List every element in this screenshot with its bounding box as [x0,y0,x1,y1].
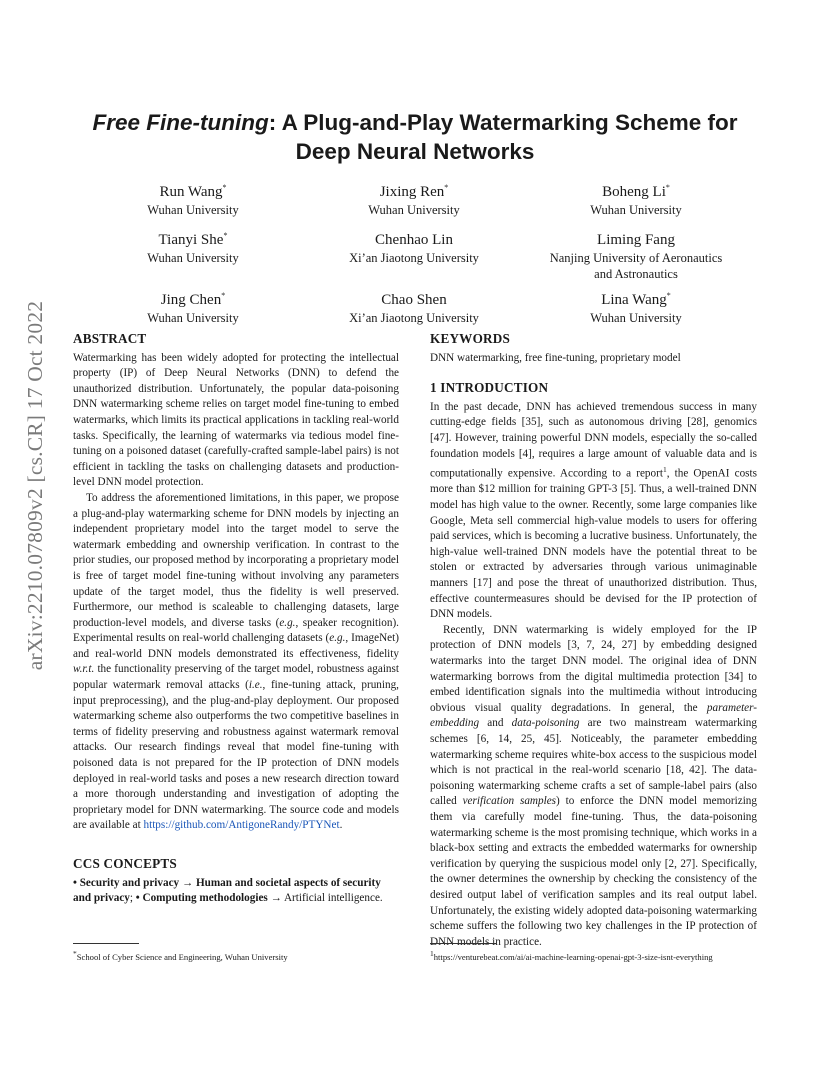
arxiv-id-text: arXiv:2210.07809v2 [cs.CR] 17 Oct 2022 [23,300,48,670]
author-card [294,178,534,218]
author-card [516,178,756,218]
abstract-heading: ABSTRACT [73,331,147,346]
introduction-heading: 1 INTRODUCTION [430,380,549,396]
author-affiliation: Nanjing University of Aeronautics [549,251,723,265]
author-affiliation: Wuhan University [368,203,460,217]
arxiv-identifier-stamp [18,290,54,680]
intro-paragraph-2: Recently, DNN watermarking is widely employed for the IP protection of DNN models [3, 7, 24, 27] by embedding designed watermarks into the target DNN model. The original idea of DNN watermarking borrows from the digital multimedia protection [34] to embed identification signals into the multimedia without introducing obvious visual quality degradations. In general, the parameter-embedding and data-poisoning are two mainstream watermarking schemes [6, 14, 25, 45]. Noticeably, the parameter embedding watermarking scheme requires white-box access to the suspicious model which is not practical in the real-world scenario [18, 42]. The data-poisoning watermarking scheme crafts a set of sample-label pairs (also called verification samples) to enforce the DNN model memorizing them via carefully model fine-tuning. Thus, the data-poisoning watermarking scheme is the most promising technique, which works in a black-box setting and extracts the embedded watermarks for ownership verification by querying the suspicious model only [2, 27]. Specifically, the owner determines the ownership by checking the consistency of the desired output label of verification samples and its real output label. Unfortunately, the existing widely adopted data-poisoning watermarking scheme suffers the following two key challenges in the IP protection of DNN models in practice. [430,623,757,948]
author-affiliation: Xi’an Jiaotong University [349,251,479,265]
author-name: Lina Wang [601,292,667,308]
author-card [73,226,313,266]
footnote-url: $^1$https://venturebeat.com/ai/ai-machine-learning-openai-gpt-3-size-isnt-everything [430,949,713,962]
right-column [430,331,757,950]
author-affiliation: Wuhan University [590,203,682,217]
author-affiliation: Xi’an Jiaotong University [349,311,479,325]
author-name: Chao Shen [381,292,447,308]
ccs-concepts-text: • Security and privacy → Human and societal aspects of security and privacy; • Computing methodologies → Artificial intelligence. [73,876,383,905]
source-code-link[interactable]: https://github.com/AntigoneRandy/PTYNet [143,819,340,832]
intro-paragraph-1: In the past decade, DNN has achieved tremendous success in many cutting-edge fields [35], such as autonomous driving [28], genomics [47]. However, training powerful DNN models, especially the so-called foundation models [4], requires a large amount of valuable data and is computationally expensive. According to a report$^1$, the OpenAI costs more than $12 million for training GPT-3 [5]. Thus, a well-trained DNN model has high value to the owner. Recently, some large companies like Google, Meta sell commercial high-value models to users for offering paid services, which is becoming a lucrative business. Unfortunately, the high-value well-trained DNN models have the potential threat to be stolen or extracted by adversaries through various unimaginable manners [17] and pose the threat of unauthorized distribution. Thus, effective countermeasures should be devised for the IP protection of DNN models. [430,400,757,621]
author-mark: * [665,183,670,192]
footnote-rule-left [73,943,139,944]
author-name: Jixing Ren [379,184,445,200]
author-card [294,226,534,266]
author-name: Jing Chen [160,292,222,308]
author-mark: * [444,183,449,192]
author-name: Run Wang [159,184,223,200]
author-card [294,286,534,326]
title-rest: : A Plug-and-Play Watermarking Scheme for [268,110,738,135]
paper-title [70,108,760,166]
footnote-affiliation: *School of Cyber Science and Engineering, Wuhan University [73,949,288,962]
title-line-1 [70,108,760,137]
author-name: Tianyi She [158,232,224,248]
author-affiliation-line-2: and Astronautics [594,267,678,281]
author-mark: * [223,231,228,240]
author-name: Chenhao Lin [375,232,453,248]
author-affiliation: Wuhan University [147,311,239,325]
abstract-paragraph-2: To address the aforementioned limitations, in this paper, we propose a plug-and-play watermarking scheme for DNN models by injecting an independent proprietary model into the target model to serve the watermark embedding and ownership verification. In contrast to the prior studies, our proposed method by incorporating a proprietary model is free of target model fine-tuning without involving any parameters update of the target model, thus the fidelity is well preserved. Furthermore, our method is scaleable to challenging datasets, large production-level models, and diverse tasks (e.g., speaker recognition). Experimental results on real-world challenging datasets (e.g., ImageNet) and real-world DNN models demonstrated its effectiveness, fidelity w.r.t. the functionality preserving of the target model, robustness against popular watermark removal attacks (i.e., fine-tuning attack, pruning, input preprocessing), and the plug-and-play deployment. Our proposed watermarking scheme also outperforms the two competitive baselines in terms of fidelity preserving and robustness against watermark removal attacks. Our research findings reveal that model fine-tuning with poisoned data is not prepared for the IP protection of DNN models deployed in real-world tasks and poses a new research direction toward a more thorough understanding and investigation of adopting the proprietary model for DNN watermarking. The source code and models are available at https://github.com/AntigoneRandy/PTYNet. [73,491,399,832]
author-card [516,226,756,282]
abstract-paragraph-1: Watermarking has been widely adopted for protecting the intellectual property (IP) of Deep Neural Networks (DNN) to defend the unauthorized distribution. Unfortunately, the popular data-poisoning DNN watermarking scheme relies on target model fine-tuning to embed watermarks, which limits its practical applications in tackling real-world tasks. Specifically, the learning of watermarks via tedious model fine-tuning on a poisoned dataset (carefully-crafted sample-label pairs) is not efficient in tackling the tasks on challenging datasets and production-level DNN model protection. [73,351,399,489]
author-name: Liming Fang [597,232,675,248]
title-line-2: Deep Neural Networks [295,139,535,164]
keywords-heading: KEYWORDS [430,331,511,346]
footnote-marker: 1 [662,465,667,475]
author-affiliation: Wuhan University [147,251,239,265]
author-mark: * [221,291,226,300]
author-mark: * [222,183,227,192]
author-mark: * [666,291,671,300]
left-column [73,331,399,907]
author-name: Boheng Li [602,184,666,200]
ccs-heading: CCS CONCEPTS [73,856,177,871]
author-card [73,178,313,218]
keywords-text: DNN watermarking, free fine-tuning, proprietary model [430,351,681,364]
author-affiliation: Wuhan University [147,203,239,217]
author-card [73,286,313,326]
title-italic: Free Fine-tuning [92,110,269,135]
footnote-rule-right [430,943,496,944]
author-card [516,286,756,326]
author-affiliation: Wuhan University [590,311,682,325]
